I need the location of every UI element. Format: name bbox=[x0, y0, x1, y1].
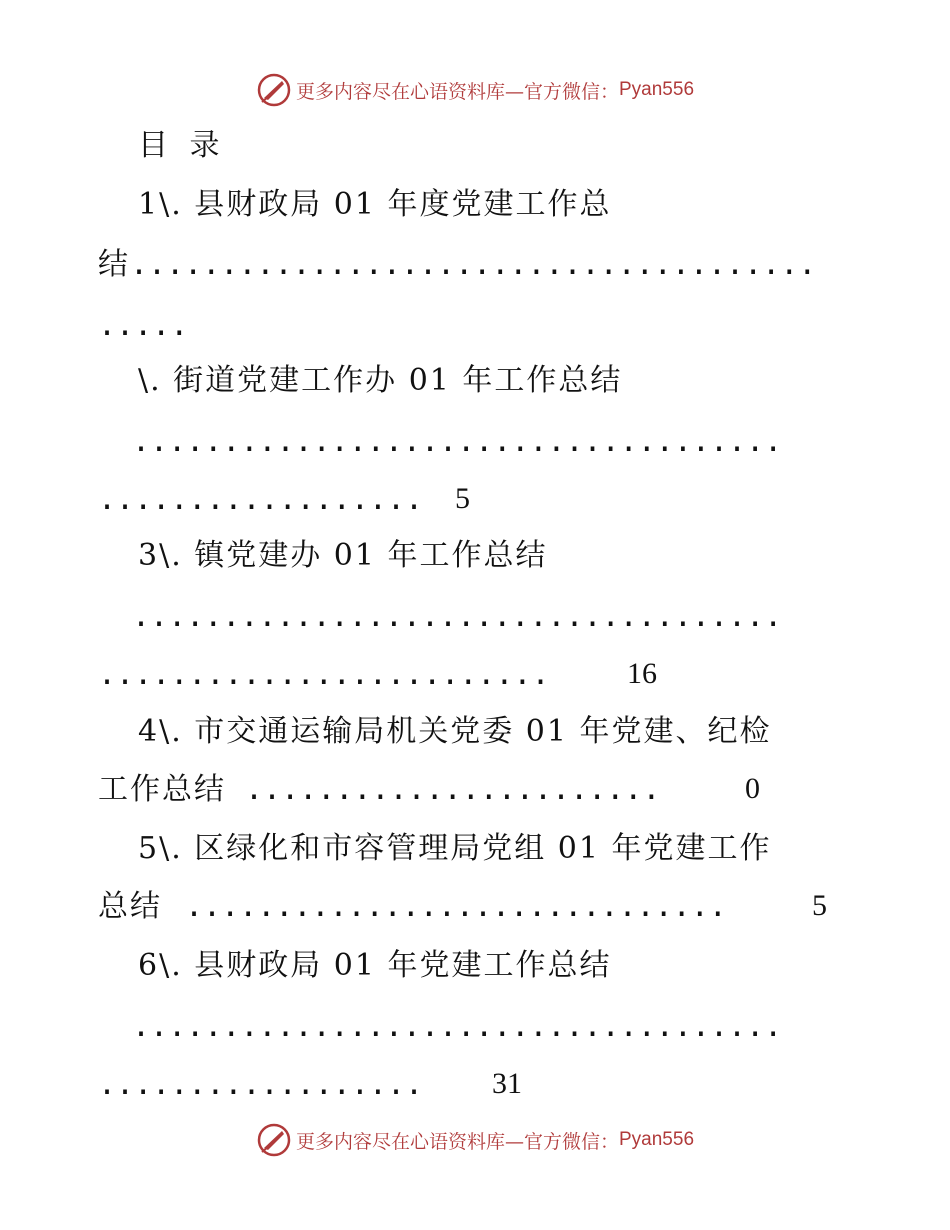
toc-entry-5-title: 5\. 区绿化和市容管理局党组 01 年党建工作 bbox=[138, 831, 772, 866]
toc-entry-1-title-line2: 结 bbox=[98, 247, 130, 282]
toc-leader-dots: .................................... bbox=[132, 1009, 783, 1044]
toc-leader-dots: ....................... bbox=[245, 772, 661, 807]
toc-leader-dots: .................................... bbox=[132, 424, 783, 459]
toc-leader-dots: .................. bbox=[98, 482, 424, 517]
header-text: 更多内容尽在心语资料库—官方微信： bbox=[295, 80, 619, 103]
toc-entry-1-title: 1\. 县财政局 01 年度党建工作总 bbox=[138, 187, 612, 222]
toc-entry-2-title: \. 街道党建工作办 01 年工作总结 bbox=[138, 363, 623, 398]
toc-entry-1-title-cont bbox=[98, 245, 816, 285]
toc-leader-dots: ......................... bbox=[98, 657, 550, 692]
quill-logo-icon bbox=[256, 72, 292, 108]
toc-entry-2-page: 5 bbox=[455, 482, 470, 515]
toc-entry-6-title: 6\. 县财政局 01 年党建工作总结 bbox=[138, 948, 612, 983]
toc-leader-dots: .............................. bbox=[185, 889, 727, 924]
footer-wechat-id: Pyan556 bbox=[619, 1129, 695, 1150]
header-brand bbox=[0, 70, 950, 110]
toc-entry-3-title: 3\. 镇党建办 01 年工作总结 bbox=[138, 538, 548, 573]
toc-leader-dots: .................. bbox=[98, 1067, 424, 1102]
toc-entry-5-page: 5 bbox=[812, 889, 827, 922]
toc-entry-4-page: 0 bbox=[745, 772, 760, 805]
toc-leader-dots: ...................................... bbox=[130, 247, 817, 282]
toc-entry-5-title-line2: 总结 bbox=[98, 889, 162, 924]
header-wechat-id: Pyan556 bbox=[619, 79, 695, 100]
toc-heading: 目 录 bbox=[138, 128, 226, 163]
toc-entry-3-page: 16 bbox=[627, 657, 657, 690]
toc-entry-6-page: 31 bbox=[492, 1067, 522, 1100]
footer-text: 更多内容尽在心语资料库—官方微信： bbox=[295, 1130, 619, 1153]
toc-entry-4-title: 4\. 市交通运输局机关党委 01 年党建、纪检 bbox=[138, 714, 772, 749]
quill-logo-icon bbox=[256, 1122, 292, 1158]
toc-leader-dots: .................................... bbox=[132, 599, 783, 634]
footer-brand bbox=[0, 1120, 950, 1160]
toc-entry-4-title-line2: 工作总结 bbox=[98, 772, 226, 807]
toc-leader-dots: ..... bbox=[98, 308, 189, 343]
